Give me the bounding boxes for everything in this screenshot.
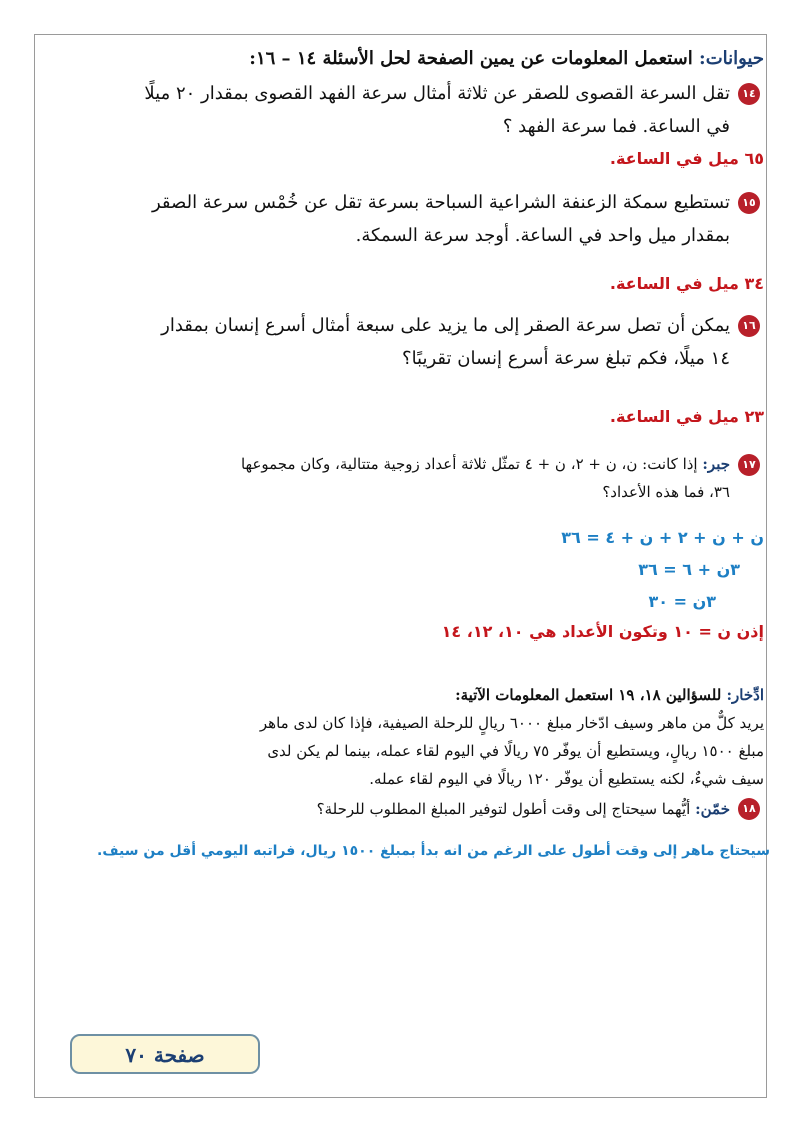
savings-text-line: سيف شيءٌ، لكنه يستطيع أن يوفّر ١٢٠ ريالًا في اليوم لقاء عمله. <box>369 770 764 788</box>
answer-16: ٢٣ ميل في الساعة. <box>609 407 764 426</box>
question-number-badge: ١٥ <box>738 192 760 214</box>
heading-text: استعمل المعلومات عن يمين الصفحة لحل الأسئلة ١٤ – ١٦: <box>249 48 693 69</box>
question-label: خمّن: <box>695 800 730 818</box>
answer-18: سيحتاج ماهر إلى وقت أطول على الرغم من انه بدأ بمبلغ ١٥٠٠ ريال، فراتبه اليومي أقل من سيف. <box>97 843 770 859</box>
work-step: ٣ن + ٦ = ٣٦ <box>638 560 740 579</box>
heading-label: حيوانات: <box>699 48 764 69</box>
question-number-badge: ١٧ <box>738 454 760 476</box>
work-step: ٣ن = ٣٠ <box>648 592 716 611</box>
question-number-badge: ١٨ <box>738 798 760 820</box>
savings-label: ادِّخار: <box>726 686 764 704</box>
question-text-line: ٣٦، فما هذه الأعداد؟ <box>602 483 730 501</box>
question-text-line: في الساعة. فما سرعة الفهد ؟ <box>502 116 730 137</box>
question-text-line <box>36 450 730 478</box>
question-text-line: بمقدار ميل واحد في الساعة. أوجد سرعة السمكة. <box>355 225 730 246</box>
question-number-badge: ١٤ <box>738 83 760 105</box>
question-text-line: تقل السرعة القصوى للصقر عن ثلاثة أمثال سرعة الفهد القصوى بمقدار ٢٠ ميلًا <box>144 83 730 104</box>
question-17 <box>36 450 764 506</box>
savings-info <box>36 681 764 793</box>
savings-heading <box>36 681 764 709</box>
question-label: جبر: <box>702 455 730 473</box>
question-text-line: ١٤ ميلًا، فكم تبلغ سرعة أسرع إنسان تقريبًا؟ <box>402 348 730 369</box>
question-number-badge: ١٦ <box>738 315 760 337</box>
question-15 <box>36 186 764 252</box>
question-16 <box>36 309 764 375</box>
question-text: إذا كانت: ن، ن + ٢، ن + ٤ تمثّل ثلاثة أعداد زوجية متتالية، وكان مجموعها <box>240 455 698 473</box>
work-step: ن + ن + ٢ + ن + ٤ = ٣٦ <box>561 528 764 547</box>
answer-14: ٦٥ ميل في الساعة. <box>609 149 764 168</box>
question-14 <box>36 77 764 143</box>
question-text-line: يمكن أن تصل سرعة الصقر إلى ما يزيد على سبعة أمثال أسرع إنسان بمقدار <box>161 315 730 336</box>
page-number-box <box>70 1034 260 1074</box>
answer-15: ٣٤ ميل في الساعة. <box>609 274 764 293</box>
worksheet-content <box>36 44 770 867</box>
savings-text-line: مبلغ ١٥٠٠ ريالٍ، ويستطيع أن يوفّر ٧٥ ريالًا في اليوم لقاء عمله، بينما لم يكن لدى <box>267 742 764 760</box>
question-18 <box>36 795 764 823</box>
section-heading <box>36 48 764 69</box>
working-steps <box>36 522 764 618</box>
question-text: أيُّهما سيحتاج إلى وقت أطول لتوفير المبلغ المطلوب للرحلة؟ <box>316 800 691 818</box>
page-number-label: صفحة ٧٠ <box>125 1043 205 1067</box>
question-text-line: تستطيع سمكة الزعنفة الشراعية السباحة بسرعة تقل عن خُمْس سرعة الصقر <box>151 192 730 213</box>
answer-17: إذن ن = ١٠ وتكون الأعداد هي ١٠، ١٢، ١٤ <box>441 622 764 641</box>
savings-text-line: يريد كلٌّ من ماهر وسيف ادّخار مبلغ ٦٠٠٠ ريالٍ للرحلة الصيفية، فإذا كان لدى ماهر <box>259 714 764 732</box>
savings-intro: للسؤالين ١٨، ١٩ استعمل المعلومات الآتية: <box>455 686 722 704</box>
